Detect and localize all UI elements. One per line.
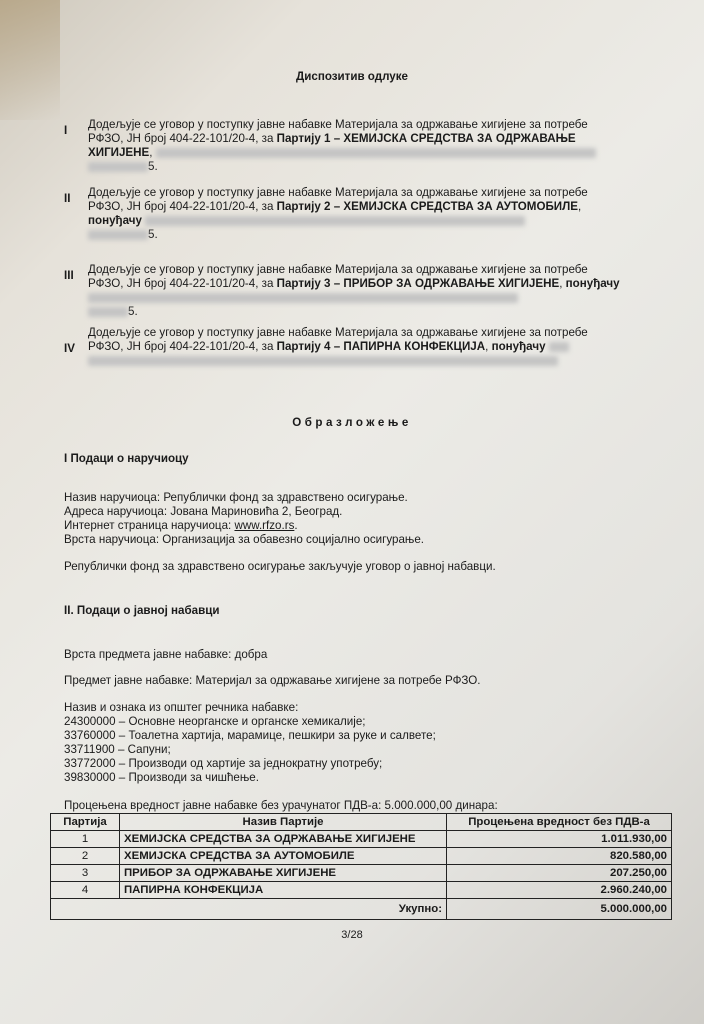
- lots-table: [50, 813, 672, 920]
- lot-name: ПАПИРНА КОНФЕКЦИЈА: [120, 882, 447, 899]
- lot-name: ХЕМИЈСКА СРЕДСТВА ЗА АУТОМОБИЛЕ: [120, 848, 447, 865]
- lot-number: 3: [51, 865, 120, 882]
- procurement-subject-type: Врста предмета јавне набавке: добра: [64, 648, 268, 661]
- lot-number: 4: [51, 882, 120, 899]
- lot-name: ПРИБОР ЗА ОДРЖАВАЊЕ ХИГИЈЕНЕ: [120, 865, 447, 882]
- explanation-title: Образложење: [292, 416, 412, 429]
- item-lot: Партију 4 – ПАПИРНА КОНФЕКЦИЈА: [276, 340, 486, 353]
- lot-value: 2.960.240,00: [447, 882, 672, 899]
- item-text: Додељује се уговор у поступку јавне набавке Материјала за одржавање хигијене за потребе РФЗО, ЈН број 404-22-101/20-4, за: [88, 326, 588, 353]
- award-item-3: III Додељује се уговор у поступку јавне набавке Материјала за одржавање хигијене за потребе РФЗО, ЈН број 404-22-101/20-4, за Партију 3 – ПРИБОР ЗА ОДРЖАВАЊЕ ХИГИЈЕНЕ, понуђачу 5.: [64, 263, 620, 318]
- lot-name: ХЕМИЈСКА СРЕДСТВА ЗА ОДРЖАВАЊЕ ХИГИЈЕНЕ: [120, 831, 447, 848]
- table-total-row: [51, 899, 672, 920]
- lot-number: 2: [51, 848, 120, 865]
- cpv-item: 39830000 – Производи за чишћење.: [64, 771, 259, 784]
- lot-value: 820.580,00: [447, 848, 672, 865]
- buyer-website-line: Интернет страница наручиоца: www.rfzo.rs.: [64, 519, 298, 532]
- redacted-text: [88, 230, 148, 240]
- dispositive-title: Диспозитив одлуке: [295, 70, 408, 83]
- lot-number: 1: [51, 831, 120, 848]
- redacted-text: [88, 162, 148, 172]
- cpv-item: 24300000 – Основне неорганске и органске хемикалије;: [64, 715, 366, 728]
- redacted-bidder: [156, 148, 596, 158]
- column-header: Назив Партије: [120, 814, 447, 831]
- procurement-subject: Предмет јавне набавке: Материјал за одржавање хигијене за потребе РФЗО.: [64, 674, 481, 687]
- column-header: Партија: [51, 814, 120, 831]
- item-lot: Партију 1 – ХЕМИЈСКА СРЕДСТВА ЗА ОДРЖАВАЊЕ ХИГИЈЕНЕ: [88, 132, 576, 159]
- item-number: II: [64, 192, 71, 205]
- table-row: [51, 831, 672, 848]
- redacted-text: [88, 356, 558, 366]
- table-row: [51, 848, 672, 865]
- lot-value: 207.250,00: [447, 865, 672, 882]
- award-item-1: I Додељује се уговор у поступку јавне набавке Материјала за одржавање хигијене за потребе РФЗО, ЈН број 404-22-101/20-4, за Партију 1 – ХЕМИЈСКА СРЕДСТВА ЗА ОДРЖАВАЊЕ ХИГИЈЕНЕ, 5.: [64, 118, 624, 174]
- buyer-website-link[interactable]: www.rfzo.rs: [234, 519, 295, 532]
- paper-shadow: [0, 0, 60, 120]
- redacted-bidder: [145, 216, 525, 226]
- estimated-value: Процењена вредност јавне набавке без урачунатог ПДВ-а: 5.000.000,00 динара:: [64, 799, 498, 812]
- table-header-row: [51, 814, 672, 831]
- item-text: Додељује се уговор у поступку јавне набавке Материјала за одржавање хигијене за потребе РФЗО, ЈН број 404-22-101/20-4, за: [88, 118, 588, 145]
- item-number: IV: [64, 342, 75, 355]
- item-lot: Партију 2 – ХЕМИЈСКА СРЕДСТВА ЗА АУТОМОБИЛЕ: [276, 200, 579, 213]
- table-row: [51, 882, 672, 899]
- redacted-text: [88, 307, 128, 317]
- item-text: Додељује се уговор у поступку јавне набавке Материјала за одржавање хигијене за потребе РФЗО, ЈН број 404-22-101/20-4, за: [88, 186, 588, 213]
- item-bidder-label: понуђачу: [491, 340, 546, 353]
- buyer-address: Адреса наручиоца: Јована Мариновића 2, Београд.: [64, 505, 343, 518]
- lot-value: 1.011.930,00: [447, 831, 672, 848]
- page-number: 3/28: [341, 929, 363, 941]
- award-item-2: II Додељује се уговор у поступку јавне набавке Материјала за одржавање хигијене за потребе РФЗО, ЈН број 404-22-101/20-4, за Партију 2 – ХЕМИЈСКА СРЕДСТВА ЗА АУТОМОБИЛЕ, понуђачу 5.: [64, 186, 588, 241]
- cpv-item: 33711900 – Сапуни;: [64, 743, 171, 756]
- buyer-name: Назив наручиоца: Републички фонд за здравствено осигурање.: [64, 491, 408, 504]
- buyer-type: Врста наручиоца: Организација за обавезно социјално осигурање.: [64, 533, 424, 546]
- cpv-item: 33772000 – Производи од хартије за једнократну употребу;: [64, 757, 383, 770]
- item-bidder-label: понуђачу: [88, 214, 142, 227]
- item-number: I: [64, 124, 68, 137]
- item-lot: Партију 3 – ПРИБОР ЗА ОДРЖАВАЊЕ ХИГИЈЕНЕ: [276, 277, 560, 290]
- award-item-4: IV Додељује се уговор у поступку јавне набавке Материјала за одржавање хигијене за потребе РФЗО, ЈН број 404-22-101/20-4, за Партију 4 – ПАПИРНА КОНФЕКЦИЈА, понуђачу: [64, 326, 624, 368]
- total-label: Укупно:: [51, 899, 447, 920]
- column-header: Процењена вредност без ПДВ-а: [447, 814, 672, 831]
- redacted-bidder: [88, 293, 518, 303]
- item-bidder-label: понуђачу: [565, 277, 620, 290]
- section-2-heading: II. Подаци о јавној набавци: [64, 604, 220, 617]
- section-1-heading: I Подаци о наручиоцу: [64, 452, 189, 465]
- cpv-item: 33760000 – Тоалетна хартија, марамице, пешкири за руке и салвете;: [64, 729, 436, 742]
- cpv-intro: Назив и ознака из општег речника набавке:: [64, 701, 299, 714]
- item-text: Додељује се уговор у поступку јавне набавке Материјала за одржавање хигијене за потребе РФЗО, ЈН број 404-22-101/20-4, за: [88, 263, 588, 290]
- table-row: [51, 865, 672, 882]
- contract-note: Републички фонд за здравствено осигурање закључује уговор о јавној набавци.: [64, 560, 496, 573]
- total-value: 5.000.000,00: [447, 899, 672, 920]
- item-number: III: [64, 269, 74, 282]
- redacted-bidder: [549, 342, 569, 352]
